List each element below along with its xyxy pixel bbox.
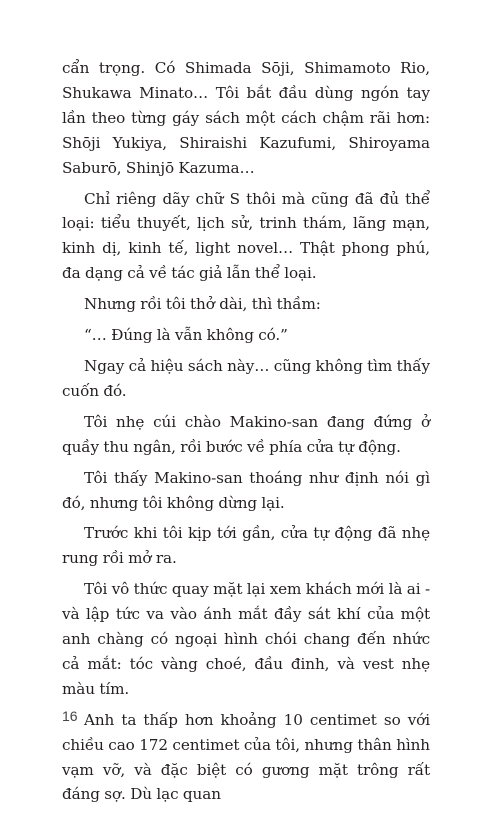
paragraph: Tôi vô thức quay mặt lại xem khách mới là ai - và lập tức va vào ánh mắt đầy sát khí của một anh chàng có ngoại hình chói chang đến nhức cả mắt: tóc vàng choé, đầu đinh, và vest nhẹ màu tím. [62, 580, 430, 698]
paragraph: Tôi thấy Makino-san thoáng như định nói gì đó, nhưng tôi không dừng lại. [62, 468, 430, 512]
paragraph: Tôi nhẹ cúi chào Makino-san đang đứng ở quầy thu ngân, rồi bước về phía cửa tự động. [62, 412, 430, 456]
paragraph-dialogue: “… Đúng là vẫn không có.” [84, 326, 288, 345]
body-text [62, 56, 430, 813]
paragraph: Nhưng rồi tôi thở dài, thì thầm: [84, 295, 321, 314]
paragraph: Chỉ riêng dãy chữ S thôi mà cũng đã đủ thể loại: tiểu thuyết, lịch sử, trinh thám, lãng mạn, kinh dị, kinh tế, light novel… Thật phong phú, đa dạng cả về tác giả lẫn thể loại. [62, 189, 430, 283]
page-number: 16 [62, 708, 78, 724]
paragraph: Anh ta thấp hơn khoảng 10 centimet so với chiều cao 172 centimet của tôi, nhưng thân hình vạm vỡ, và đặc biệt có gương mặt trông rất đáng sợ. Dù lạc quan [62, 710, 430, 804]
paragraph-continuation: cẩn trọng. Có Shimada Sōji, Shimamoto Rio, Shukawa Minato… Tôi bắt đầu dùng ngón tay lần theo từng gáy sách một cách chậm rãi hơn: Shōji Yukiya, Shiraishi Kazufumi, Shiroyama Saburō, Shinjō Kazuma… [62, 59, 430, 177]
paragraph: Trước khi tôi kịp tới gần, cửa tự động đã nhẹ rung rồi mở ra. [62, 524, 430, 568]
paragraph: Ngay cả hiệu sách này… cũng không tìm thấy cuốn đó. [62, 356, 430, 400]
